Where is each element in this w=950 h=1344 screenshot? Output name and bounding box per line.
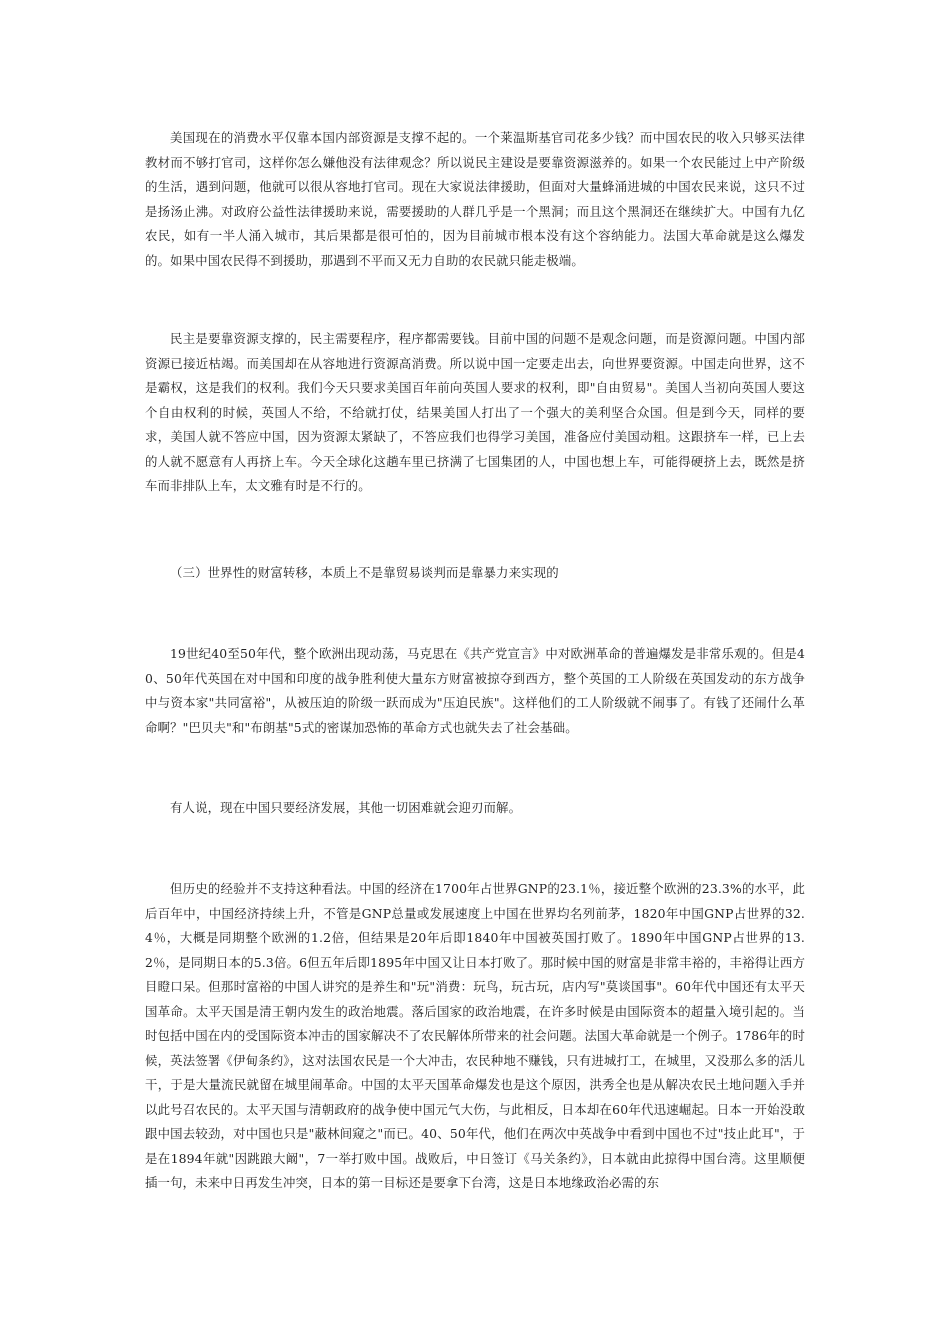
paragraph-historical-experience: 但历史的经验并不支持这种看法。中国的经济在1700年占世界GNP的23.1％，接近整个欧洲的23.3%的水平，此后百年中，中国经济持续上升，不管是GNP总量或发展速度上中国在世界均名列前茅，1820年中国GNP占世界的32.4％，大概是同期整个欧洲的1.2倍，但结果是20年后即1840年中国被英国打败了。1890年中国GNP占世界的13.2％，是同期日本的5.3倍。6但五年后即1895年中国又让日本打败了。那时候中国的财富是非常丰裕的，丰裕得让西方目瞪口呆。但那时富裕的中国人讲究的是养生和"玩"消费：玩鸟，玩古玩，店内写"莫谈国事"。60年代中国还有太平天国革命。太平天国是清王朝内发生的政治地震。落后国家的政治地震，在许多时候是由国际资本的超量入境引起的。当时包括中国在内的受国际资本冲击的国家解决不了农民解体所带来的社会问题。法国大革命就是一个例子。1786年的时候，英法签署《伊甸条约》，这对法国农民是一个大冲击，农民种地不赚钱，只有进城打工，在城里，又没那么多的活儿干，于是大量流民就留在城里闹革命。中国的太平天国革命爆发也是这个原因，洪秀全也是从解决农民土地问题入手并以此号召农民的。太平天国与清朝政府的战争使中国元气大伤，与此相反，日本却在60年代迅速崛起。日本一开始没敢跟中国去较劲，对中国也只是"蔽林间窥之"而已。40、50年代，他们在两次中英战争中看到中国也不过"技止此耳"，于是在1894年就"因跳踉大阚"，7一举打败中国。战败后，中日签订《马关条约》，日本就由此掠得中国台湾。这里顺便插一句，未来中日再发生冲突，日本的第一目标还是要拿下台湾，这是日本地缘政治必需的东 [145,881,805,1190]
paragraph-democracy-resources: 民主是要靠资源支撑的，民主需要程序，程序都需要钱。目前中国的问题不是观念问题，而是资源问题。中国内部资源已接近枯竭。而美国却在从容地进行资源高消费。所以说中国一定要走出去，向世界要资源。中国走向世界，这不是霸权，这是我们的权利。我们今天只要求美国百年前向英国人要求的权利，即"自由贸易"。美国人当初向英国人要这个自由权利的时候，英国人不给，不给就打仗，结果美国人打出了一个强大的美利坚合众国。但是到今天，同样的要求，美国人就不答应中国，因为资源太紧缺了，不答应我们也得学习美国，准备应付美国动粗。这跟挤车一样，已上去的人就不愿意有人再挤上车。今天全球化这趟车里已挤满了七国集团的人，中国也想上车，可能得硬挤上去，既然是挤车而非排队上车，太文雅有时是不行的。 [145,331,805,493]
paragraph-19th-century-europe: 19世纪40至50年代，整个欧洲出现动荡，马克思在《共产党宣言》中对欧洲革命的普遍爆发是非常乐观的。但是40、50年代英国在对中国和印度的战争胜利使大量东方财富被掠夺到西方，整个英国的工人阶级在英国发动的东方战争中与资本家"共同富裕"，从被压迫的阶级一跃而成为"压迫民族"。这样他们的工人阶级就不闹事了。有钱了还闹什么革命啊？"巴贝夫"和"布朗基"5式的密谋加恐怖的革命方式也就失去了社会基础。 [145,646,805,735]
section-heading-wealth-transfer: （三）世界性的财富转移，本质上不是靠贸易谈判而是靠暴力来实现的 [170,565,559,580]
paragraph-consumption-resources: 美国现在的消费水平仅靠本国内部资源是支撑不起的。一个莱温斯基官司花多少钱？而中国农民的收入只够买法律教材而不够打官司，这样你怎么嫌他没有法律观念？所以说民主建设是要靠资源滋养的。如果一个农民能过上中产阶级的生活，遇到问题，他就可以很从容地打官司。现在大家说法律援助，但面对大量蜂涌进城的中国农民来说，这只不过是扬汤止沸。对政府公益性法律援助来说，需要援助的人群几乎是一个黑洞；而且这个黑洞还在继续扩大。中国有九亿农民，如有一半人涌入城市，其后果都是很可怕的，因为目前城市根本没有这个容纳能力。法国大革命就是这么爆发的。如果中国农民得不到援助，那遇到不平而又无力自助的农民就只能走极端。 [145,130,805,268]
paragraph-economic-development-claim: 有人说，现在中国只要经济发展，其他一切困难就会迎刃而解。 [170,800,522,815]
